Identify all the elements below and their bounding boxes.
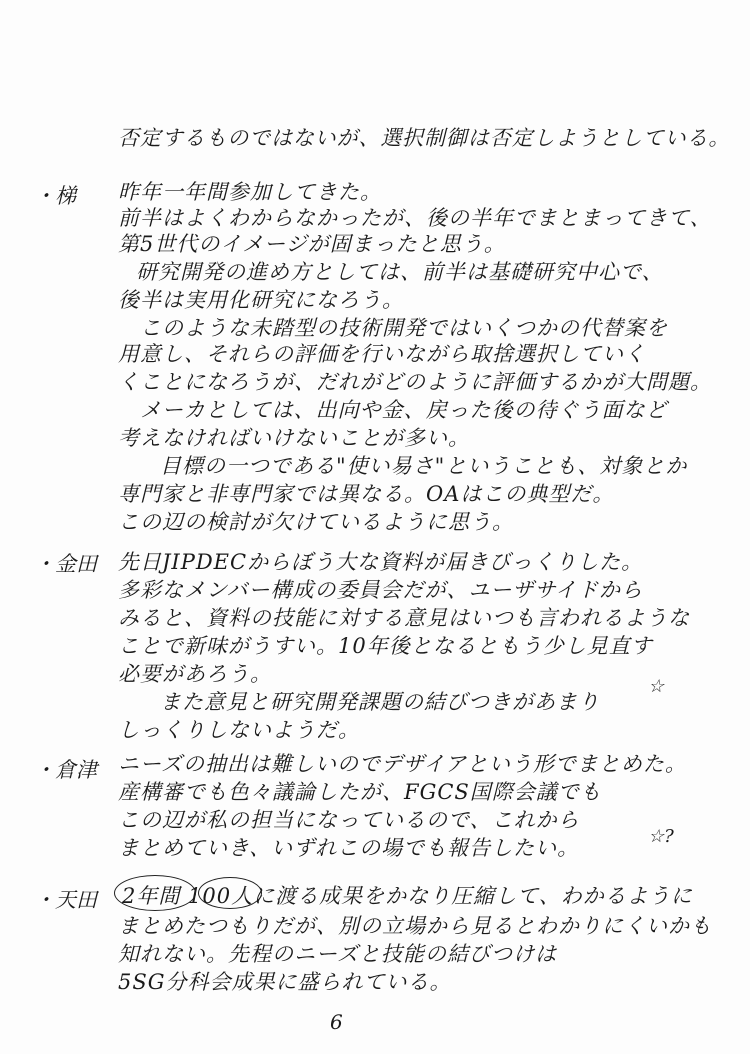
section-4-line-4: 5SG分科会成果に盛られている。: [118, 970, 452, 994]
section-1-line-6: このような未踏型の技術開発ではいくつかの代替案を: [140, 316, 668, 340]
section-2-line-3: みると、資料の技能に対する意見はいつも言われるような: [118, 606, 690, 630]
speaker-label-3: ・倉津: [34, 758, 97, 782]
section-2-line-1: 先日JIPDECからぼう大な資料が届きびっくりした。: [118, 550, 644, 574]
section-1-line-13: この辺の検討が欠けているように思う。: [118, 510, 514, 534]
section-1-line-8: くことになろうが、だれがどのように評価するかが大問題。: [118, 370, 712, 394]
section-1-line-12: 専門家と非専門家では異なる。OAはこの典型だ。: [118, 482, 615, 506]
page-number: 6: [330, 1010, 343, 1034]
margin-mark-1: ☆: [648, 676, 665, 697]
section-2-line-5: 必要があろう。: [118, 662, 272, 686]
section-3-line-3: この辺が私の担当になっているので、これから: [118, 808, 580, 832]
section-2-line-4: ことで新味がうすい。10年後となるともう少し見直す: [118, 634, 653, 658]
section-2-line-7: しっくりしないようだ。: [118, 718, 360, 742]
section-3-line-1: ニーズの抽出は難しいのでデザイアという形でまとめた。: [118, 752, 687, 776]
section-1-line-1: 昨年一年間参加してきた。: [118, 180, 382, 204]
section-1-line-5: 後半は実用化研究になろう。: [118, 288, 404, 312]
speaker-label-2: ・金田: [34, 552, 97, 576]
section-1-line-9: メーカとしては、出向や金、戻った後の待ぐう面など: [140, 398, 668, 422]
section-4-line-3: 知れない。先程のニーズと技能の結びつけは: [118, 942, 557, 966]
intro-line: 否定するものではないが、選択制御は否定しようとしている。: [118, 126, 731, 150]
section-1-line-3: 第5世代のイメージが固まったと思う。: [118, 232, 506, 256]
section-2-line-6: また意見と研究開発課題の結びつきがあまり: [160, 690, 600, 714]
section-1-line-2: 前半はよくわからなかったが、後の半年でまとまってきて、: [118, 206, 712, 230]
margin-mark-2: ☆?: [648, 826, 674, 847]
section-3-line-2: 産構審でも色々議論したが、FGCS国際会議でも: [118, 780, 602, 804]
section-4-line-1: 2年間 100人に渡る成果をかなり圧縮して、わかるように: [122, 884, 693, 908]
section-2-line-2: 多彩なメンバー構成の委員会だが、ユーザサイドから: [118, 578, 644, 602]
speaker-label-1: ・梯: [34, 184, 76, 208]
section-1-line-4: 研究開発の進め方としては、前半は基礎研究中心で、: [136, 260, 664, 284]
section-1-line-11: 目標の一つである"使い易さ"ということも、対象とか: [160, 454, 688, 478]
section-4-line-2: まとめたつもりだが、別の立場から見るとわかりにくいかも: [118, 914, 712, 938]
section-3-line-4: まとめていき、いずれこの場でも報告したい。: [118, 836, 580, 860]
speaker-label-4: ・天田: [34, 888, 97, 912]
section-1-line-10: 考えなければいけないことが多い。: [118, 426, 470, 450]
section-1-line-7: 用意し、それらの評価を行いながら取捨選択していく: [118, 342, 646, 366]
